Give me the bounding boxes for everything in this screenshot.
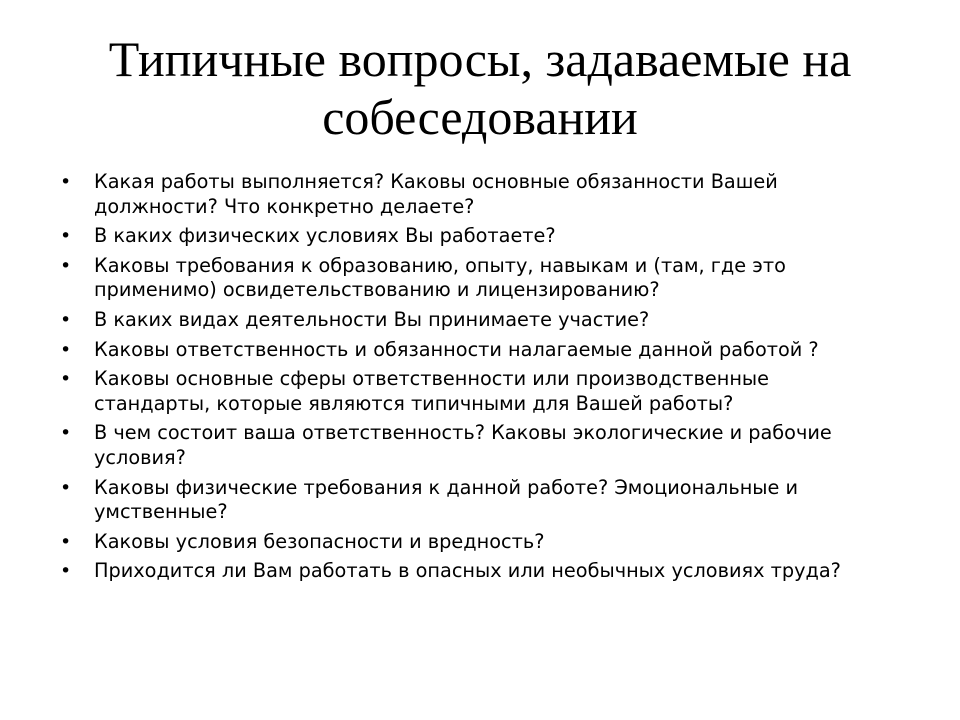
list-item — [60, 170, 890, 219]
bullet-icon: • — [60, 560, 72, 583]
list-item-text: Каковы требования к образованию, опыту, навыкам и (там, где это применимо) освидетельствованию и лицензированию? — [94, 253, 786, 302]
list-item — [60, 476, 890, 525]
bullet-icon: • — [60, 225, 72, 248]
list-item-text: Каковы основные сферы ответственности или производственные стандарты, которые являются типичными для Вашей работы? — [94, 367, 770, 415]
list-item-text: Приходится ли Вам работать в опасных или необычных условиях труда? — [94, 559, 841, 583]
bullet-icon: • — [60, 171, 72, 193]
slide-title: Типичные вопросы, задаваемые на собеседовании — [108, 31, 852, 145]
bullet-icon: • — [60, 338, 72, 361]
bullet-icon: • — [60, 476, 72, 499]
list-item — [60, 421, 890, 470]
bullet-icon: • — [60, 254, 72, 277]
bullet-icon: • — [60, 308, 72, 331]
list-item — [60, 254, 890, 303]
list-item — [60, 224, 890, 249]
list-item-text: Каковы ответственность и обязанности налагаемые данной работой ? — [94, 337, 819, 361]
list-item — [60, 308, 890, 333]
list-item — [60, 338, 890, 363]
list-item-text: Каковы условия безопасности и вредность? — [94, 529, 545, 553]
list-item-text: Каковы физические требования к данной работе? Эмоциональные и умственные? — [94, 475, 799, 524]
bullet-icon: • — [60, 530, 72, 553]
list-item-text: В каких видах деятельности Вы принимаете участие? — [94, 307, 650, 331]
list-item — [60, 559, 890, 584]
list-item-text: В каких физических условиях Вы работаете? — [94, 224, 556, 248]
bullet-icon: • — [60, 368, 72, 391]
list-item-text: Какая работы выполняется? Каковы основные обязанности Вашей должности? Что конкретно делаете? — [94, 170, 778, 218]
bullet-icon: • — [60, 422, 72, 445]
question-list — [60, 170, 890, 589]
list-item — [60, 367, 890, 416]
list-item-text: В чем состоит ваша ответственность? Каковы экологические и рабочие условия? — [94, 421, 832, 469]
list-item — [60, 530, 890, 555]
